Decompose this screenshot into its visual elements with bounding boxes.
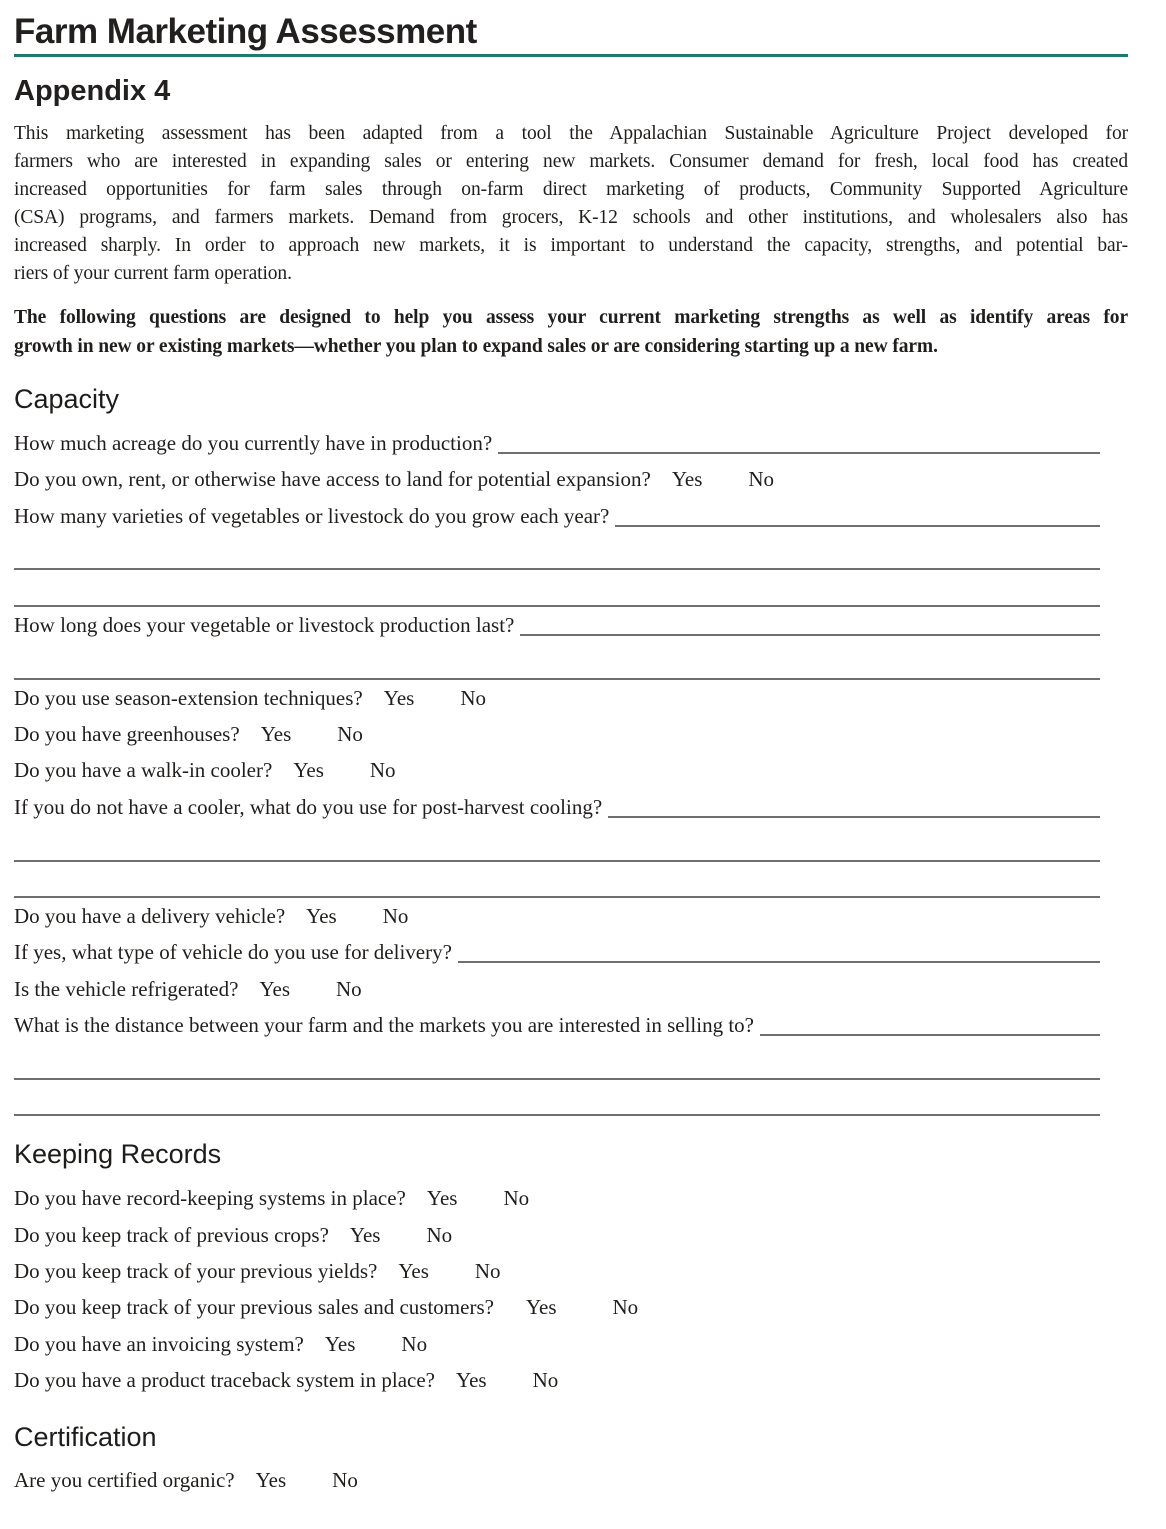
question-text: Do you keep track of previous crops? — [14, 1222, 329, 1247]
answer-line[interactable] — [458, 961, 1100, 963]
question-row — [14, 680, 1128, 716]
question-text: If you do not have a cooler, what do you use for post-harvest cooling? — [14, 794, 603, 819]
section-heading: Capacity — [14, 384, 120, 415]
no-option[interactable]: No — [382, 904, 409, 929]
no-option[interactable]: No — [612, 1295, 639, 1320]
blank-answer-line[interactable] — [14, 825, 1100, 861]
intro-paragraph-line: riers of your current farm operation. — [14, 263, 292, 285]
question-text: Do you use season-extension techniques? — [14, 685, 363, 710]
question-text: Do you have an invoicing system? — [14, 1331, 304, 1356]
yes-option[interactable]: Yes — [349, 1222, 381, 1247]
answer-line[interactable] — [760, 1034, 1100, 1036]
question-text: How many varieties of vegetables or livestock do you grow each year? — [14, 503, 610, 528]
blank-answer-line[interactable] — [14, 1080, 1100, 1116]
answer-line[interactable] — [520, 634, 1100, 636]
no-option[interactable]: No — [460, 685, 486, 710]
title-divider-rule — [14, 54, 1128, 57]
question-row — [14, 1289, 1128, 1325]
yes-option[interactable]: Yes — [324, 1331, 356, 1356]
question-row — [14, 1007, 1128, 1043]
section-heading: Certification — [14, 1421, 157, 1452]
yes-option[interactable]: Yes — [525, 1295, 557, 1320]
question-text: Do you have record-keeping systems in place? — [14, 1186, 406, 1211]
question-text: Do you have a delivery vehicle? — [14, 904, 286, 929]
question-text: How much acreage do you currently have in production? — [14, 430, 493, 455]
blank-answer-line[interactable] — [14, 862, 1100, 898]
yes-option[interactable]: Yes — [306, 904, 337, 929]
question-row — [14, 898, 1128, 934]
question-row — [14, 789, 1128, 825]
question-row — [14, 716, 1128, 752]
section-heading: Keeping Records — [14, 1139, 222, 1170]
question-row — [14, 498, 1128, 534]
form-sections — [14, 383, 1128, 1499]
intro-paragraph-line: increased opportunities for farm sales through on-farm direct marketing of products, Community Supported Agriculture — [14, 179, 1128, 201]
question-text: Do you keep track of your previous yields? — [14, 1259, 378, 1283]
blank-answer-line[interactable] — [14, 1044, 1100, 1080]
no-option[interactable]: No — [401, 1331, 428, 1356]
question-row — [14, 752, 1128, 788]
question-text: Do you own, rent, or otherwise have access to land for potential expansion? — [14, 467, 651, 492]
intro-paragraph-line: increased sharply. In order to approach new markets, it is important to understand the capacity, strengths, and potential bar- — [14, 235, 1128, 257]
yes-option[interactable]: Yes — [426, 1186, 458, 1211]
intro-paragraph-line: This marketing assessment has been adapted from a tool the Appalachian Sustainable Agriculture Project developed for — [14, 123, 1128, 145]
question-text: If yes, what type of vehicle do you use for delivery? — [14, 940, 452, 965]
yes-option[interactable]: Yes — [671, 467, 703, 492]
intro-bold-paragraph — [14, 303, 1128, 361]
intro-bold-line: growth in new or existing markets—whether you plan to expand sales or are considering starting up a new farm. — [14, 336, 938, 358]
no-option[interactable]: No — [426, 1222, 453, 1247]
question-text: What is the distance between your farm and the markets you are interested in selling to? — [14, 1013, 754, 1038]
blank-answer-line[interactable] — [14, 534, 1100, 570]
blank-answer-line[interactable] — [14, 570, 1100, 606]
no-option[interactable]: No — [369, 758, 396, 783]
question-row — [14, 1253, 1128, 1289]
question-text: Is the vehicle refrigerated? — [14, 976, 239, 1001]
no-option[interactable]: No — [532, 1368, 559, 1393]
question-row — [14, 1326, 1128, 1362]
no-option[interactable]: No — [332, 1468, 358, 1493]
question-row — [14, 1180, 1128, 1216]
yes-option[interactable]: Yes — [398, 1259, 429, 1283]
no-option[interactable]: No — [748, 467, 775, 492]
question-text: Do you have a walk-in cooler? — [14, 758, 273, 783]
intro-paragraph-line: farmers who are interested in expanding sales or entering new markets. Consumer demand for fresh, local food has created — [14, 151, 1128, 173]
question-row — [14, 1217, 1128, 1253]
appendix-heading: Appendix 4 — [14, 75, 171, 108]
blank-answer-line[interactable] — [14, 643, 1100, 679]
question-row — [14, 1362, 1128, 1398]
question-text: How long does your vegetable or livestock production last? — [14, 612, 515, 637]
page-title: Farm Marketing Assessment — [14, 12, 477, 51]
question-text: Do you keep track of your previous sales and customers? — [14, 1295, 494, 1320]
answer-line[interactable] — [615, 525, 1100, 527]
question-text: Are you certified organic? — [14, 1468, 235, 1493]
no-option[interactable]: No — [336, 976, 362, 1001]
no-option[interactable]: No — [503, 1186, 530, 1211]
yes-option[interactable]: Yes — [293, 758, 324, 783]
question-text: Do you have greenhouses? — [14, 722, 240, 747]
no-option[interactable]: No — [337, 722, 363, 747]
yes-option[interactable]: Yes — [260, 722, 292, 747]
question-row — [14, 461, 1128, 497]
question-row — [14, 607, 1128, 643]
intro-paragraph — [14, 120, 1128, 288]
intro-bold-line: The following questions are designed to help you assess your current marketing strengths as well as identify areas for — [14, 307, 1128, 329]
answer-line[interactable] — [608, 816, 1100, 818]
yes-option[interactable]: Yes — [383, 685, 415, 710]
yes-option[interactable]: Yes — [259, 976, 291, 1001]
question-text: Do you have a product traceback system in place? — [14, 1368, 435, 1393]
question-row — [14, 425, 1128, 461]
question-row — [14, 934, 1128, 970]
question-row — [14, 971, 1128, 1007]
question-row — [14, 1462, 1128, 1498]
no-option[interactable]: No — [474, 1259, 501, 1283]
yes-option[interactable]: Yes — [456, 1368, 487, 1393]
answer-line[interactable] — [498, 452, 1100, 454]
yes-option[interactable]: Yes — [255, 1468, 287, 1493]
intro-paragraph-line: (CSA) programs, and farmers markets. Demand from grocers, K-12 schools and other institutions, and wholesalers also has — [14, 207, 1128, 229]
